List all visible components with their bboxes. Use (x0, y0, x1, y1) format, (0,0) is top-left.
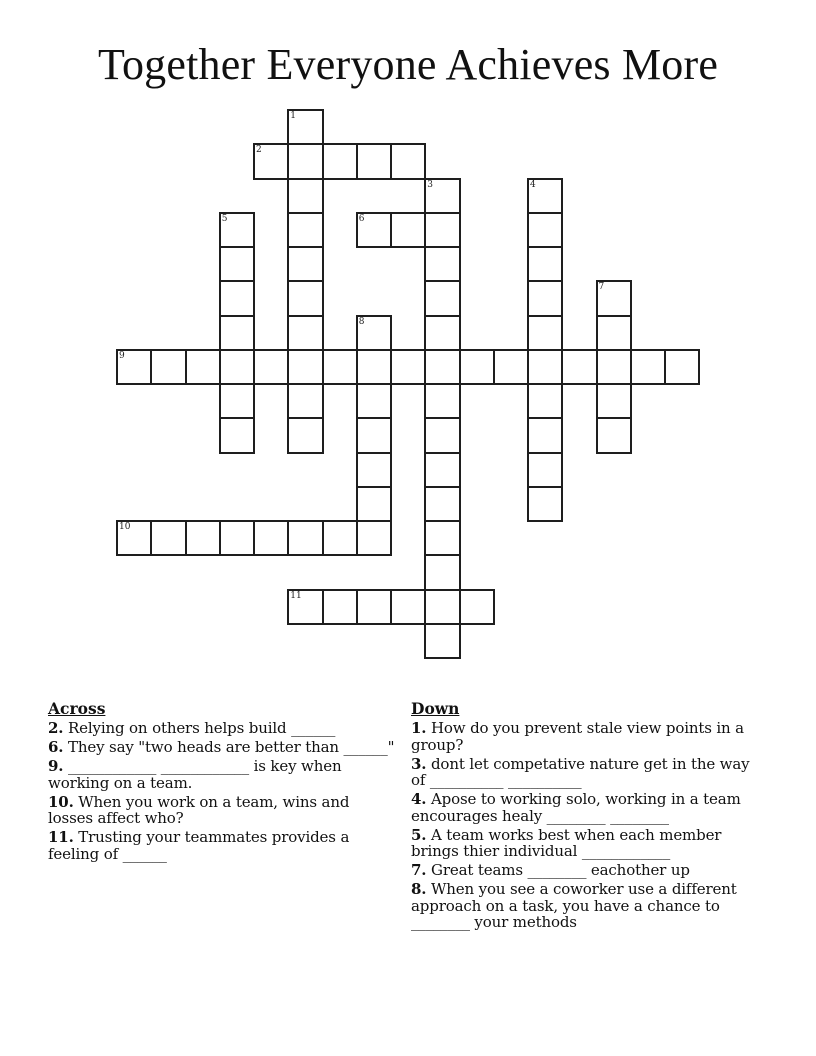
grid-cell[interactable] (219, 520, 255, 556)
clue-number-label: 10 (119, 522, 131, 532)
clue-number: 4. (411, 790, 427, 808)
grid-cell[interactable] (150, 349, 186, 385)
clue-text: When you work on a team, wins and losses affect who? (48, 792, 350, 827)
clue-text: dont let competative nature get in the way of __________ __________ (411, 754, 750, 789)
grid-cell[interactable] (424, 315, 460, 351)
grid-cell[interactable] (424, 383, 460, 419)
clue-text: Trusting your teammates provides a feeling of ______ (48, 828, 350, 863)
grid-cell[interactable] (561, 349, 597, 385)
grid-cell[interactable] (424, 417, 460, 453)
grid-cell[interactable] (424, 452, 460, 488)
grid-cell[interactable] (219, 383, 255, 419)
across-heading: Across (48, 699, 106, 718)
down-clue-4 (411, 791, 766, 824)
grid-cell[interactable] (390, 589, 426, 625)
grid-cell[interactable] (630, 349, 666, 385)
grid-cell[interactable] (596, 383, 632, 419)
grid-cell[interactable] (459, 589, 495, 625)
grid-cell[interactable] (356, 349, 392, 385)
down-clue-1 (411, 720, 766, 753)
grid-cell[interactable] (356, 589, 392, 625)
clue-text: Great teams ________ eachother up (430, 861, 690, 879)
grid-cell[interactable] (287, 109, 323, 145)
across-clue-9 (48, 758, 398, 791)
clue-number-label: 9 (119, 350, 125, 361)
clue-number-label: 7 (598, 282, 605, 293)
grid-cell[interactable] (287, 212, 323, 248)
grid-cell[interactable] (219, 417, 255, 453)
down-clue-8 (411, 881, 766, 931)
grid-cell[interactable] (356, 383, 392, 419)
grid-cell[interactable] (390, 212, 426, 248)
grid-cell[interactable] (253, 143, 289, 179)
across-clues (48, 700, 398, 865)
grid-cell[interactable] (253, 520, 289, 556)
grid-cell[interactable] (322, 520, 358, 556)
clue-number-label: 1 (290, 111, 296, 121)
grid-cell[interactable] (527, 246, 563, 282)
grid-cell[interactable] (459, 349, 495, 385)
clue-text: When you see a coworker use a different approach on a task, you have a chance to ________ your methods (411, 880, 737, 931)
clue-number-label: 5 (221, 213, 228, 224)
grid-cell[interactable] (424, 280, 460, 316)
grid-cell[interactable] (322, 349, 358, 385)
grid-cell[interactable] (322, 143, 358, 179)
grid-cell[interactable] (596, 417, 632, 453)
grid-cell[interactable] (596, 280, 632, 316)
grid-cell[interactable] (424, 554, 460, 590)
clue-number-label: 2 (256, 145, 262, 156)
grid-cell[interactable] (596, 315, 632, 351)
grid-cell[interactable] (664, 349, 700, 385)
grid-cell[interactable] (356, 417, 392, 453)
grid-cell[interactable] (527, 417, 563, 453)
grid-cell[interactable] (287, 589, 323, 625)
grid-cell[interactable] (424, 589, 460, 625)
crossword-grid (117, 110, 700, 658)
clue-number: 8. (411, 880, 427, 898)
clue-text: They say "two heads are better than ______" (67, 738, 395, 756)
grid-cell[interactable] (424, 520, 460, 556)
grid-cell[interactable] (356, 452, 392, 488)
clue-text: Apose to working solo, working in a team encourages healy ________ ________ (411, 790, 741, 825)
grid-cell[interactable] (424, 349, 460, 385)
grid-cell[interactable] (219, 246, 255, 282)
grid-cell[interactable] (219, 280, 255, 316)
down-clue-5 (411, 827, 766, 860)
grid-cell[interactable] (287, 417, 323, 453)
grid-cell[interactable] (527, 212, 563, 248)
clue-number: 10. (48, 792, 74, 811)
grid-cell[interactable] (219, 315, 255, 351)
grid-cell[interactable] (390, 143, 426, 179)
grid-cell[interactable] (527, 315, 563, 351)
grid-cell[interactable] (253, 349, 289, 385)
grid-cell[interactable] (424, 212, 460, 248)
grid-cell[interactable] (287, 383, 323, 419)
grid-cell[interactable] (287, 280, 323, 316)
grid-cell[interactable] (322, 589, 358, 625)
grid-cell[interactable] (527, 486, 563, 522)
grid-cell[interactable] (287, 349, 323, 385)
across-clue-10 (48, 794, 398, 827)
grid-cell[interactable] (287, 143, 323, 179)
clue-number: 7. (411, 861, 427, 879)
grid-cell[interactable] (424, 623, 460, 659)
clue-text: A team works best when each member brings thier individual ____________ (411, 825, 722, 860)
grid-cell[interactable] (424, 178, 460, 214)
grid-cell[interactable] (287, 520, 323, 556)
clue-number-label: 6 (358, 213, 365, 224)
clue-number: 5. (411, 825, 427, 844)
across-clue-11 (48, 829, 398, 862)
clue-number-label: 11 (290, 590, 302, 601)
grid-cell[interactable] (356, 315, 392, 351)
grid-cell[interactable] (150, 520, 186, 556)
across-clue-6 (48, 739, 398, 756)
grid-cell[interactable] (424, 246, 460, 282)
clue-number-label: 4 (530, 179, 536, 190)
grid-cell[interactable] (424, 486, 460, 522)
clue-number: 3. (411, 754, 427, 773)
grid-cell[interactable] (390, 349, 426, 385)
grid-cell[interactable] (219, 212, 255, 248)
grid-cell[interactable] (287, 178, 323, 214)
grid-cell[interactable] (287, 315, 323, 351)
across-clue-2 (48, 720, 398, 737)
grid-cell[interactable] (116, 349, 152, 385)
down-clues (411, 700, 766, 933)
grid-cell[interactable] (596, 349, 632, 385)
clue-text: How do you prevent stale view points in a group? (411, 719, 744, 754)
grid-cell[interactable] (356, 143, 392, 179)
clue-number-label: 3 (427, 179, 433, 190)
clue-number: 6. (48, 738, 64, 756)
grid-cell[interactable] (527, 349, 563, 385)
clue-number: 9. (48, 757, 64, 775)
clue-number: 1. (411, 719, 427, 737)
grid-cell[interactable] (356, 520, 392, 556)
grid-cell[interactable] (356, 486, 392, 522)
down-clue-7 (411, 862, 766, 879)
page-title: Together Everyone Achieves More (97, 40, 719, 89)
grid-cell[interactable] (287, 246, 323, 282)
clue-text: ____________ ____________ is key when working on a team. (48, 757, 342, 792)
clue-text: Relying on others helps build ______ (67, 719, 336, 737)
down-clue-3 (411, 756, 766, 789)
clue-number: 2. (48, 719, 64, 737)
grid-cell[interactable] (116, 520, 152, 556)
grid-cell[interactable] (527, 383, 563, 419)
clue-number-label: 8 (358, 316, 365, 327)
grid-cell[interactable] (527, 280, 563, 316)
grid-cell[interactable] (185, 520, 221, 556)
grid-cell[interactable] (185, 349, 221, 385)
clue-number: 11. (48, 828, 74, 846)
grid-cell[interactable] (527, 178, 563, 214)
grid-cell[interactable] (527, 452, 563, 488)
grid-cell[interactable] (219, 349, 255, 385)
grid-cell[interactable] (493, 349, 529, 385)
grid-cell[interactable] (356, 212, 392, 248)
down-heading: Down (411, 699, 460, 718)
